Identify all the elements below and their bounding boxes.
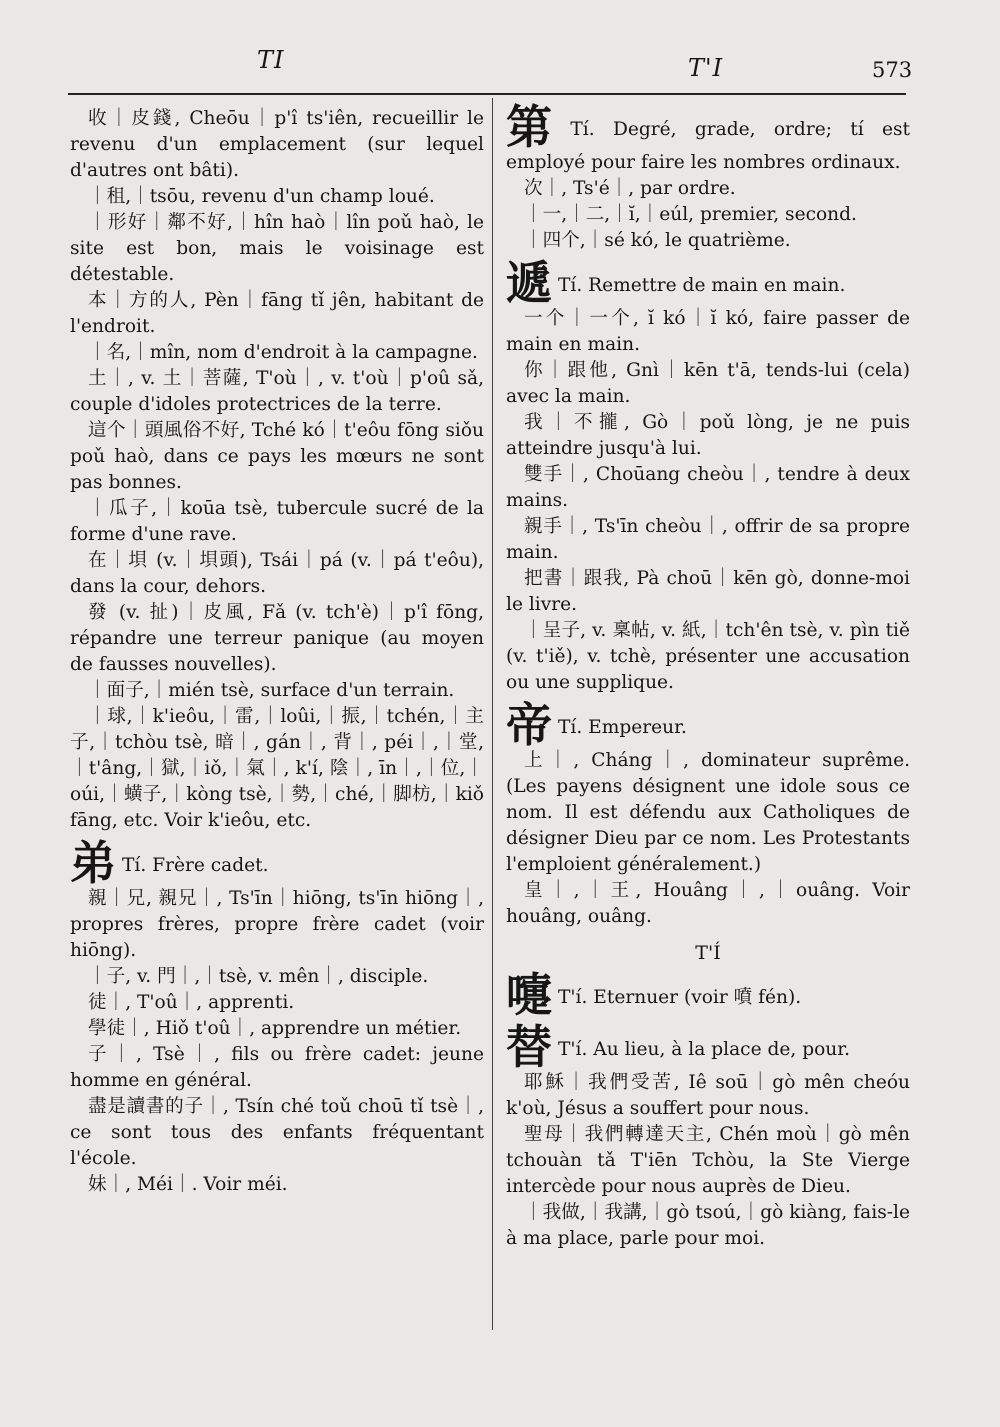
entry: ｜呈子, v. 稟帖, v. 紙,｜tch'ên tsè, v. pìn tiě (v. t'iě), v. tchè, présenter une accusation ou une supplique. — [506, 620, 910, 693]
headword-character: 替 — [506, 1020, 552, 1074]
entry: 學徒｜, Hiǒ t'oû｜, apprendre un métier. — [88, 1018, 462, 1039]
entry: 在｜垻 (v.｜垻頭), Tsái｜pá (v.｜pá t'eôu), dans la cour, dehors. — [70, 550, 484, 597]
entry: ｜形好｜鄰不好,｜hîn haò｜lîn poǔ haò, le site est bon, mais le voisinage est détestable. — [70, 212, 484, 285]
entry: 收｜皮錢, Cheōu｜p'î ts'iên, recueillir le revenu d'un emplacement (sur lequel d'autres ont bâti). — [70, 108, 484, 181]
section-heading: T'Í — [695, 942, 721, 964]
entry: 子｜, Tsè｜, fils ou frère cadet: jeune homme en général. — [70, 1044, 484, 1091]
entry: ｜子, v. 門｜,｜tsè, v. mên｜, disciple. — [88, 966, 429, 987]
entry: 雙手｜, Choūang cheòu｜, tendre à deux mains. — [506, 464, 910, 511]
headword-definition: Tí. Empereur. — [558, 717, 687, 738]
column-divider — [492, 98, 493, 1330]
entry: 次｜, Ts'é｜, par ordre. — [524, 178, 736, 199]
headword-entry — [506, 1020, 910, 1074]
entry: ｜我做,｜我講,｜gò tsoú,｜gò kiàng, fais-le à ma place, parle pour moi. — [506, 1202, 910, 1249]
headword-entry — [506, 256, 910, 310]
entry: 一个｜一个, ĭ kó｜ĭ kó, faire passer de main en main. — [506, 308, 910, 355]
entry: ｜名,｜mîn, nom d'endroit à la campagne. — [88, 342, 478, 363]
entry: ｜租,｜tsōu, revenu d'un champ loué. — [88, 186, 435, 207]
entry: ｜面子,｜mién tsè, surface d'un terrain. — [88, 680, 455, 701]
headword-definition: Tí. Remettre de main en main. — [558, 275, 846, 296]
entry: 聖母｜我們轉達天主, Chén moù｜gò mên tchouàn tǎ T'iēn Tchòu, la Ste Vierge intercède pour nous auprès de Dieu. — [506, 1124, 910, 1197]
headword-character: 嚏 — [506, 968, 552, 1022]
entry: 把書｜跟我, Pà choū｜kēn gò, donne-moi le livre. — [506, 568, 910, 615]
headword-definition: Tí. Frère cadet. — [122, 855, 269, 876]
headword-entry — [70, 836, 484, 890]
entry: 徒｜, T'oû｜, apprenti. — [88, 992, 295, 1013]
headword-character: 第 — [506, 100, 565, 154]
left-column — [70, 106, 484, 1198]
headword-entry — [506, 968, 910, 1022]
entry: 本｜方的人, Pèn｜fāng tǐ jên, habitant de l'endroit. — [70, 290, 484, 337]
entry: ｜球,｜k'ieôu,｜雷,｜loûi,｜振,｜tchén,｜主子,｜tchòu tsè, 暗｜, gán｜, 背｜, péi｜,｜堂,｜t'âng,｜獄,｜iǒ,｜氣｜, k'í, 陰｜, īn｜,｜位,｜oúi,｜蟥子,｜kòng tsè,｜勢,｜ché,｜脚枋,｜kiǒ fāng, etc. Voir k'ieôu, etc. — [70, 706, 484, 831]
entry: 我｜不攏, Gò｜poǔ lòng, je ne puis atteindre jusqu'à lui. — [506, 412, 910, 459]
entry: 親手｜, Ts'īn cheòu｜, offrir de sa propre main. — [506, 516, 910, 563]
page-number: 573 — [872, 58, 913, 82]
entry: 土｜, v. 土｜菩薩, T'où｜, v. t'où｜p'oû sǎ, couple d'idoles protectrices de la terre. — [70, 368, 484, 415]
entry: 耶穌｜我們受苦, Iê soū｜gò mên cheóu k'où, Jésus a souffert pour nous. — [506, 1072, 910, 1119]
entry: 你｜跟他, Gnì｜kēn t'ā, tends-lui (cela) avec la main. — [506, 360, 910, 407]
entry: ｜一,｜二,｜ĭ,｜eúl, premier, second. — [524, 204, 857, 225]
header-rule — [68, 93, 906, 95]
headword-entry — [506, 100, 911, 176]
entry: ｜四个,｜sé kó, le quatrième. — [524, 230, 791, 251]
headword-character: 遞 — [506, 256, 552, 310]
entry: ｜瓜子,｜koūa tsè, tubercule sucré de la forme d'une rave. — [70, 498, 484, 545]
running-head-left: TI — [257, 46, 285, 74]
headword-definition: Tí. Degré, grade, ordre; tí est employé pour faire les nombres ordinaux. — [506, 119, 911, 173]
headword-definition: T'í. Au lieu, à la place de, pour. — [558, 1039, 851, 1060]
headword-definition: T'í. Eternuer (voir 噴 fén). — [558, 987, 802, 1008]
entry: 發 (v. 扯)｜皮風, Fǎ (v. tch'è)｜p'î fōng, répandre une terreur panique (au moyen de fausses nouvelles). — [70, 602, 484, 675]
running-head-center: T'I — [688, 54, 724, 82]
right-column — [506, 100, 911, 1252]
headword-character: 帝 — [506, 698, 552, 752]
headword-entry — [506, 698, 910, 752]
entry: 妹｜, Méi｜. Voir méi. — [88, 1174, 288, 1195]
entry: 皇｜,｜王, Houâng｜,｜ouâng. Voir houâng, ouâng. — [506, 880, 910, 927]
entry: 這个｜頭風俗不好, Tché kó｜t'eôu fōng siǒu poǔ haò, dans ce pays les mœurs ne sont pas bonnes. — [70, 420, 484, 493]
headword-character: 弟 — [70, 836, 116, 890]
entry: 上｜, Cháng｜, dominateur suprême. (Les payens désignent une idole sous ce nom. Il est défendu aux Catholiques de désigner Dieu par ce nom. Les Protestants l'emploient généralement.) — [506, 750, 910, 875]
entry: 親｜兄, 親兄｜, Ts'īn｜hiōng, ts'īn hiōng｜, propres frères, propre frère cadet (voir hiōng). — [70, 888, 484, 961]
entry: 盡是讀書的子｜, Tsín ché toǔ choū tǐ tsè｜, ce sont tous des enfants fréquentant l'école. — [70, 1096, 484, 1169]
